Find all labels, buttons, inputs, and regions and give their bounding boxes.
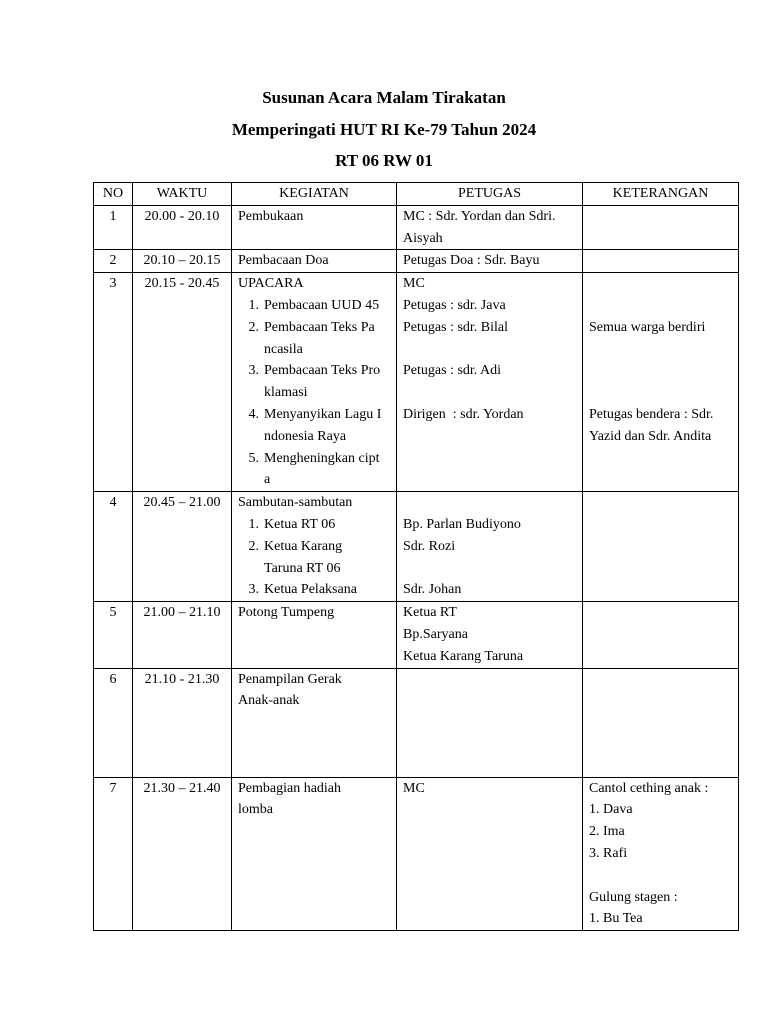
list-text <box>264 514 390 536</box>
kegiatan-list-item <box>238 514 390 536</box>
document-subtitle: Memperingati HUT RI Ke-79 Tahun 2024 <box>231 120 537 139</box>
petugas-line: Petugas : sdr. Adi <box>403 363 502 379</box>
cell-kegiatan <box>232 205 397 250</box>
cell-kegiatan <box>232 668 397 777</box>
cell-petugas <box>397 668 583 777</box>
cell-keterangan <box>583 777 739 931</box>
petugas-line: Ketua Karang Taruna <box>403 648 524 664</box>
keterangan-line: Yazid dan Sdr. Andita <box>589 428 712 444</box>
kegiatan-list-item <box>238 579 390 601</box>
petugas-line: Ketua RT <box>403 605 457 621</box>
cell-keterangan <box>583 273 739 492</box>
list-text-line: Menyanyikan Lagu I <box>264 406 382 422</box>
cell-kegiatan <box>232 273 397 492</box>
list-number: 1. <box>248 516 259 532</box>
list-number: 2. <box>248 538 259 554</box>
cell-waktu: 20.00 - 20.10 <box>133 205 232 250</box>
keterangan-line: Gulung stagen : <box>589 889 678 905</box>
cell-no: 2 <box>94 250 133 273</box>
list-text-line: klamasi <box>264 385 308 401</box>
petugas-line: MC <box>403 276 425 292</box>
list-number: 4. <box>248 406 259 422</box>
kegiatan-list-item <box>238 317 390 361</box>
list-text <box>264 360 390 404</box>
cell-no: 4 <box>94 492 133 602</box>
cell-kegiatan <box>232 602 397 668</box>
cell-waktu: 20.45 – 21.00 <box>133 492 232 602</box>
list-text-line: Mengheningkan cipt <box>264 450 380 466</box>
header-keterangan: KETERANGAN <box>583 183 739 206</box>
cell-no: 3 <box>94 273 133 492</box>
petugas-line: Sdr. Rozi <box>403 538 456 554</box>
kegiatan-list-item <box>238 536 390 580</box>
petugas-line: Bp.Saryana <box>403 626 468 642</box>
cell-petugas <box>397 602 583 668</box>
table-row <box>94 250 739 273</box>
kegiatan-list-item <box>238 448 390 492</box>
cell-petugas <box>397 273 583 492</box>
table-row <box>94 273 739 492</box>
list-text <box>264 448 390 492</box>
kegiatan-line: Penampilan Gerak <box>238 671 342 687</box>
cell-keterangan <box>583 492 739 602</box>
keterangan-line <box>589 295 732 317</box>
cell-no: 6 <box>94 668 133 777</box>
list-number: 5. <box>248 450 259 466</box>
list-text <box>264 579 390 601</box>
cell-petugas <box>397 205 583 250</box>
keterangan-line <box>589 382 732 404</box>
petugas-line <box>403 558 576 580</box>
cell-waktu: 21.00 – 21.10 <box>133 602 232 668</box>
list-number: 3. <box>248 582 259 598</box>
table-row <box>94 492 739 602</box>
cell-keterangan <box>583 668 739 777</box>
keterangan-line: Cantol cething anak : <box>589 780 709 796</box>
list-text <box>264 317 390 361</box>
cell-petugas <box>397 250 583 273</box>
petugas-line: Petugas Doa : Sdr. Bayu <box>403 253 540 269</box>
cell-keterangan <box>583 602 739 668</box>
cell-kegiatan <box>232 492 397 602</box>
cell-waktu: 20.15 - 20.45 <box>133 273 232 492</box>
list-number: 3. <box>248 363 259 379</box>
keterangan-line: 1. Bu Tea <box>589 911 643 927</box>
list-text-line: Pembacaan UUD 45 <box>264 297 380 313</box>
petugas-line <box>403 382 576 404</box>
header-petugas: PETUGAS <box>397 183 583 206</box>
header-waktu: WAKTU <box>133 183 232 206</box>
cell-no: 7 <box>94 777 133 931</box>
petugas-line: Sdr. Johan <box>403 582 462 598</box>
petugas-line: Petugas : sdr. Java <box>403 297 506 313</box>
header-no: NO <box>94 183 133 206</box>
list-text-line: ncasila <box>264 341 303 357</box>
list-text-line: Pembacaan Teks Pa <box>264 319 375 335</box>
petugas-line: Aisyah <box>403 230 443 246</box>
kegiatan-line: Pembacaan Doa <box>238 253 329 269</box>
table-row <box>94 205 739 250</box>
list-text <box>264 536 390 580</box>
list-text-line: Taruna RT 06 <box>264 560 341 576</box>
cell-waktu: 21.30 – 21.40 <box>133 777 232 931</box>
cell-kegiatan <box>232 777 397 931</box>
cell-waktu: 20.10 – 20.15 <box>133 250 232 273</box>
kegiatan-list-item <box>238 404 390 448</box>
petugas-line: MC <box>403 780 425 796</box>
list-number: 2. <box>248 319 259 335</box>
cell-keterangan <box>583 250 739 273</box>
document-title: Susunan Acara Malam Tirakatan <box>262 88 506 107</box>
keterangan-line: 1. Dava <box>589 802 633 818</box>
cell-no: 5 <box>94 602 133 668</box>
list-text-line: Pembacaan Teks Pro <box>264 363 381 379</box>
keterangan-line: Petugas bendera : Sdr. <box>589 406 714 422</box>
list-text <box>264 404 390 448</box>
petugas-line: MC : Sdr. Yordan dan Sdri. <box>403 208 556 224</box>
list-text-line: Ketua Karang <box>264 538 343 554</box>
list-text <box>264 295 390 317</box>
kegiatan-line: Pembukaan <box>238 208 304 224</box>
cell-kegiatan <box>232 250 397 273</box>
keterangan-line: 3. Rafi <box>589 845 628 861</box>
list-text-line: Ketua RT 06 <box>264 516 336 532</box>
kegiatan-heading: Sambutan-sambutan <box>238 495 353 511</box>
keterangan-line: Semua warga berdiri <box>589 319 706 335</box>
keterangan-line <box>589 360 732 382</box>
list-number: 1. <box>248 297 259 313</box>
cell-petugas <box>397 492 583 602</box>
kegiatan-line: Anak-anak <box>238 693 300 709</box>
cell-waktu: 21.10 - 21.30 <box>133 668 232 777</box>
petugas-line <box>403 492 576 514</box>
kegiatan-line: Pembagian hadiah <box>238 780 342 796</box>
document-rt-rw: RT 06 RW 01 <box>335 151 433 170</box>
petugas-line: Petugas : sdr. Bilal <box>403 319 508 335</box>
keterangan-line <box>589 273 732 295</box>
petugas-line: Dirigen : sdr. Yordan <box>403 406 524 422</box>
list-text-line: a <box>264 472 271 488</box>
table-row <box>94 602 739 668</box>
keterangan-line: 2. Ima <box>589 824 625 840</box>
table-row <box>94 668 739 777</box>
kegiatan-heading: UPACARA <box>238 276 304 292</box>
cell-keterangan <box>583 205 739 250</box>
header-kegiatan: KEGIATAN <box>232 183 397 206</box>
petugas-line: Bp. Parlan Budiyono <box>403 516 521 532</box>
cell-no: 1 <box>94 205 133 250</box>
table-row <box>94 777 739 931</box>
table-header-row <box>94 183 739 206</box>
schedule-table <box>93 182 739 931</box>
petugas-line <box>403 339 576 361</box>
kegiatan-line: lomba <box>238 802 273 818</box>
keterangan-line <box>589 339 732 361</box>
cell-petugas <box>397 777 583 931</box>
list-text-line: ndonesia Raya <box>264 428 347 444</box>
kegiatan-list-item <box>238 360 390 404</box>
keterangan-line <box>589 865 732 887</box>
list-text-line: Ketua Pelaksana <box>264 582 357 598</box>
kegiatan-line: Potong Tumpeng <box>238 605 335 621</box>
kegiatan-list-item <box>238 295 390 317</box>
